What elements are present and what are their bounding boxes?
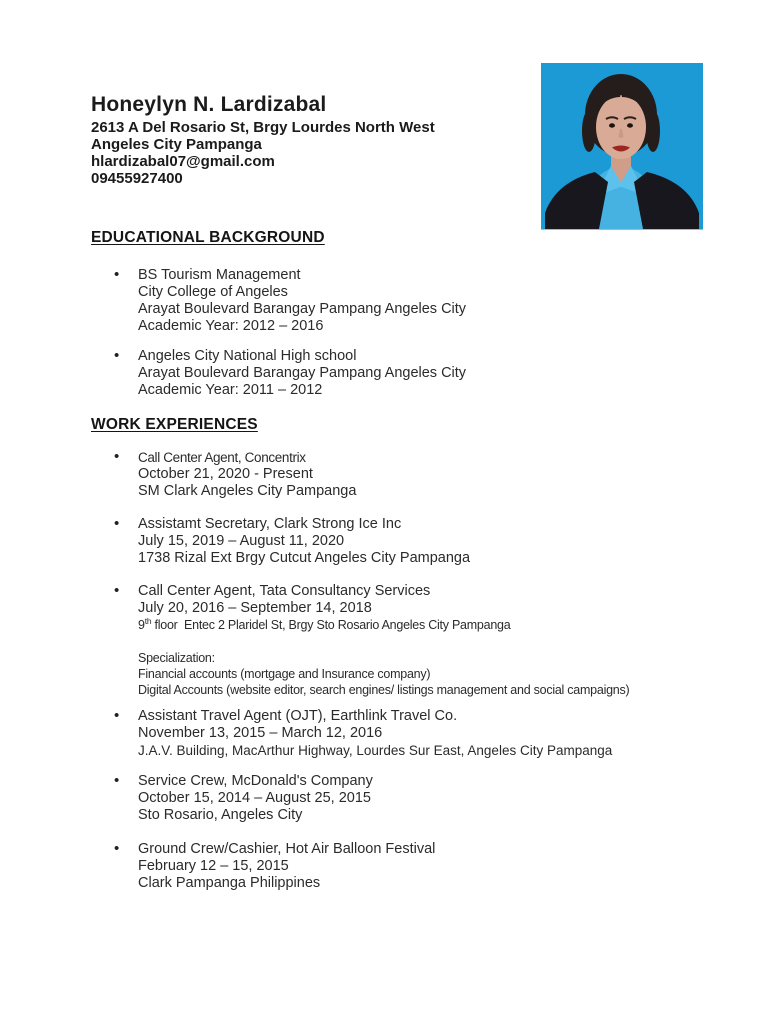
work-location (138, 617, 716, 633)
address-line-2: Angeles City Pampanga (91, 136, 262, 153)
person-name: Honeylyn N. Lardizabal (91, 93, 327, 116)
resume-content (91, 93, 716, 892)
work-item (91, 516, 716, 567)
work-specialization (91, 650, 716, 698)
work-item (91, 841, 716, 892)
specialization-line: Financial accounts (mortgage and Insurance company) (138, 667, 431, 681)
education-line: Academic Year: 2012 – 2016 (138, 318, 324, 334)
work-location: SM Clark Angeles City Pampanga (138, 483, 357, 499)
section-title-work: WORK EXPERIENCES (91, 416, 258, 433)
work-role: • Service Crew, McDonald's Company (138, 773, 373, 789)
work-item (91, 708, 716, 759)
phone-text: 09455927400 (91, 170, 183, 187)
education-line: • Angeles City National High school (138, 348, 357, 364)
education-line: Academic Year: 2011 – 2012 (138, 382, 323, 398)
work-role: • Assistamt Secretary, Clark Strong Ice Inc (138, 516, 402, 532)
education-item (91, 267, 716, 335)
work-location: Sto Rosario, Angeles City (138, 807, 303, 823)
work-dates: February 12 – 15, 2015 (138, 858, 289, 874)
work-item (91, 583, 716, 633)
work-role: • Ground Crew/Cashier, Hot Air Balloon Festival (138, 841, 436, 857)
work-role: • Call Center Agent, Tata Consultancy Services (138, 583, 431, 599)
work-location: 1738 Rizal Ext Brgy Cutcut Angeles City Pampanga (138, 550, 471, 566)
email-text: hlardizabal07@gmail.com (91, 153, 275, 170)
work-item (91, 449, 716, 500)
specialization-line: Digital Accounts (website editor, search engines/ listings management and social campaigns) (138, 683, 630, 697)
work-dates: July 15, 2019 – August 11, 2020 (138, 533, 345, 549)
section-title-education: EDUCATIONAL BACKGROUND (91, 229, 325, 246)
work-dates: July 20, 2016 – September 14, 2018 (138, 600, 372, 616)
specialization-label: Specialization: (138, 651, 215, 665)
address-line-1: 2613 A Del Rosario St, Brgy Lourdes North West (91, 119, 435, 136)
work-location-rest: floor Entec 2 Plaridel St, Brgy Sto Rosario Angeles City Pampanga (151, 618, 511, 632)
work-dates: November 13, 2015 – March 12, 2016 (138, 725, 383, 741)
ordinal-suffix: th (144, 615, 152, 626)
education-line: City College of Angeles (138, 284, 288, 300)
work-role: • Assistant Travel Agent (OJT), Earthlink Travel Co. (138, 708, 458, 724)
education-line: • BS Tourism Management (138, 267, 301, 283)
work-dates: October 21, 2020 - Present (138, 466, 313, 482)
work-dates: October 15, 2014 – August 25, 2015 (138, 790, 371, 806)
work-item (91, 773, 716, 824)
work-location: J.A.V. Building, MacArthur Highway, Lourdes Sur East, Angeles City Pampanga (138, 743, 613, 758)
education-line: Arayat Boulevard Barangay Pampang Angeles City (138, 301, 467, 317)
work-location: Clark Pampanga Philippines (138, 875, 321, 891)
education-item (91, 348, 716, 399)
floor-number: 9 (138, 618, 145, 632)
work-role: • Call Center Agent, Concentrix (138, 450, 306, 465)
education-line: Arayat Boulevard Barangay Pampang Angeles City (138, 365, 467, 381)
